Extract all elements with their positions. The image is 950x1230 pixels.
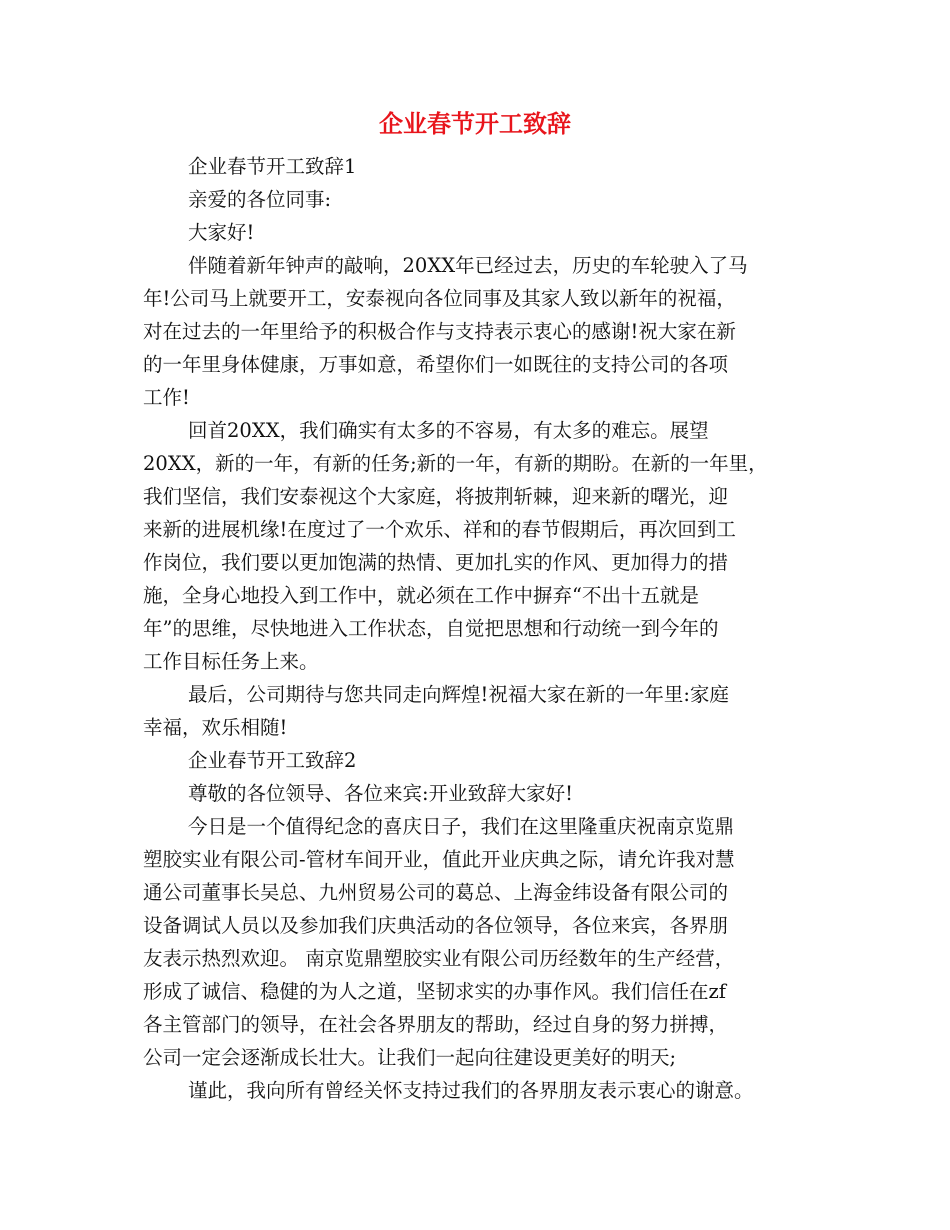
- text-line: 年!公司马上就要开工，安泰视向各位同事及其家人致以新年的祝福，: [143, 287, 736, 310]
- text-line: 20XX，新的一年，有新的任务;新的一年，有新的期盼。在新的一年里，: [143, 452, 768, 475]
- text-line: 作岗位，我们要以更加饱满的热情、更加扎实的作风、更加得力的措: [143, 551, 729, 574]
- text-line: 塑胶实业有限公司-管材车间开业，值此开业庆典之际，请允许我对慧: [143, 848, 735, 871]
- text-line: 幸福，欢乐相随!: [143, 716, 288, 739]
- text-line: 企业春节开工致辞2: [188, 749, 357, 772]
- text-line: 的一年里身体健康，万事如意，希望你们一如既往的支持公司的各项: [143, 353, 729, 376]
- text-line: 亲爱的各位同事:: [188, 188, 332, 211]
- text-line: 大家好!: [188, 221, 255, 244]
- text-line: 企业春节开工致辞1: [188, 155, 357, 178]
- text-line: 通公司董事长吴总、九州贸易公司的葛总、上海金纬设备有限公司的: [143, 881, 729, 904]
- text-line: 友表示热烈欢迎。 南京览鼎塑胶实业有限公司历经数年的生产经营，: [143, 947, 735, 970]
- text-line: 对在过去的一年里给予的积极合作与支持表示衷心的感谢!祝大家在新: [143, 320, 736, 343]
- text-line: 尊敬的各位领导、各位来宾:开业致辞大家好!: [188, 782, 573, 805]
- text-line: 我们坚信，我们安泰视这个大家庭，将披荆斩棘，迎来新的曙光，迎: [143, 485, 729, 508]
- text-line: 年”的思维，尽快地进入工作状态，自觉把思想和行动统一到今年的: [143, 617, 719, 640]
- text-line: 施，全身心地投入到工作中，就必须在工作中摒弃“不出十五就是: [143, 584, 699, 607]
- text-line: 来新的进展机缘!在度过了一个欢乐、祥和的春节假期后，再次回到工: [143, 518, 736, 541]
- text-line: 公司一定会逐渐成长壮大。让我们一起向往建设更美好的明天;: [143, 1046, 677, 1069]
- text-line: 工作!: [143, 386, 190, 409]
- text-line: 设备调试人员以及参加我们庆典活动的各位领导，各位来宾，各界朋: [143, 914, 729, 937]
- text-line: 工作目标任务上来。: [143, 650, 319, 673]
- text-line: 形成了诚信、稳健的为人之道，坚韧求实的办事作风。我们信任在zf: [143, 980, 726, 1003]
- document-title: 企业春节开工致辞: [379, 109, 571, 138]
- text-line: 各主管部门的领导，在社会各界朋友的帮助，经过自身的努力拼搏，: [143, 1013, 729, 1036]
- text-line: 今日是一个值得纪念的喜庆日子，我们在这里隆重庆祝南京览鼎: [188, 815, 735, 838]
- document-body: [143, 150, 823, 1107]
- text-line: 最后，公司期待与您共同走向辉煌!祝福大家在新的一年里:家庭: [188, 683, 729, 706]
- text-line: 伴随着新年钟声的敲响，20XX年已经过去，历史的车轮驶入了马: [188, 254, 748, 277]
- text-line: 谨此，我向所有曾经关怀支持过我们的各界朋友表示衷心的谢意。: [188, 1079, 754, 1102]
- text-line: 回首20XX，我们确实有太多的不容易，有太多的难忘。展望: [188, 419, 709, 442]
